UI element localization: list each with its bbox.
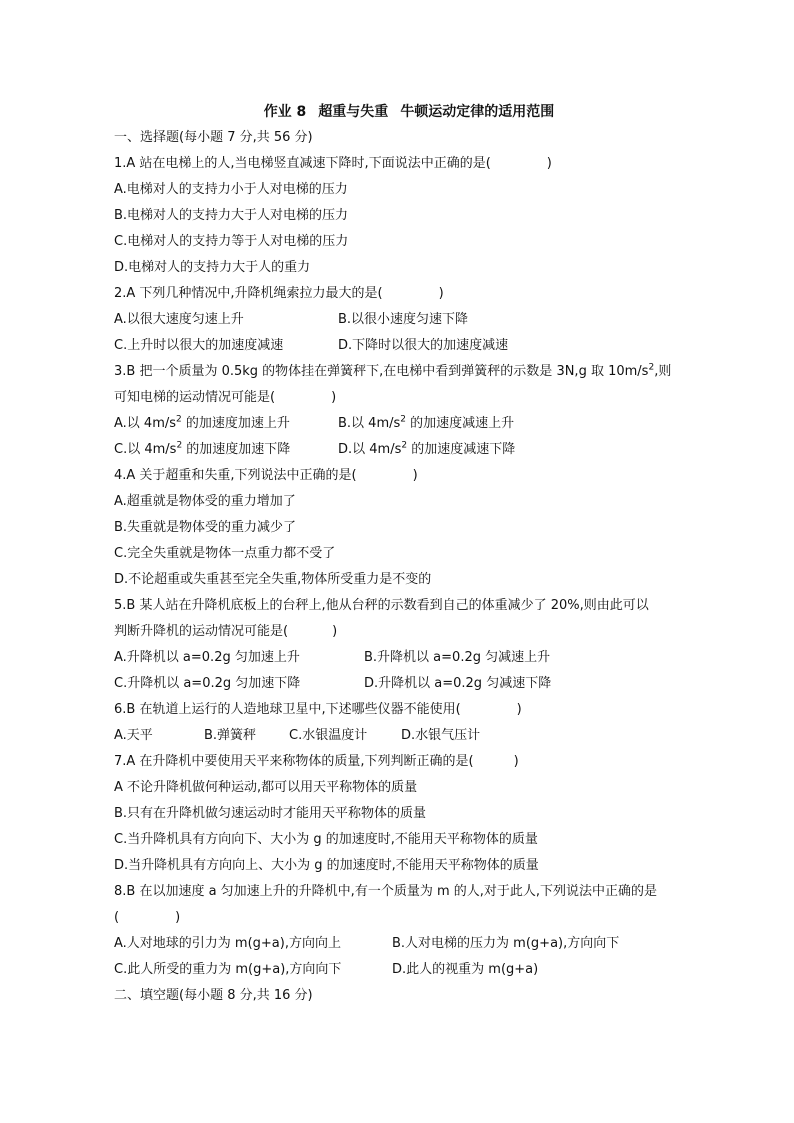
question-5-close: ) bbox=[332, 624, 338, 639]
question-5-options-row2 bbox=[114, 671, 694, 697]
q3b-pre: B.以 4m/s bbox=[338, 416, 401, 431]
question-3-option-d bbox=[338, 437, 515, 463]
question-5-stem-line1: 5.B 某人站在升降机底板上的台秤上,他从台秤的示数看到自己的体重减少了 20%,则由此可以 bbox=[114, 598, 649, 613]
question-5-option-c: C.升降机以 a=0.2g 匀加速下降 bbox=[114, 676, 301, 691]
question-2-options-row1 bbox=[114, 307, 694, 333]
question-3-text: 3.B 把一个质量为 0.5kg 的物体挂在弹簧秤下,在电梯中看到弹簧秤的示数是 3N,g 取 10m/s bbox=[114, 364, 649, 379]
page-title bbox=[114, 99, 694, 125]
question-8-open: ( bbox=[114, 910, 120, 925]
question-4-text: 4.A 关于超重和失重,下列说法中正确的是( bbox=[114, 468, 357, 483]
question-8-answer-bracket bbox=[114, 905, 694, 931]
question-3-close: ) bbox=[331, 390, 337, 405]
question-7-stem bbox=[114, 749, 694, 775]
question-5-options-row1 bbox=[114, 645, 694, 671]
question-2-option-a: A.以很大速度匀速上升 bbox=[114, 312, 244, 327]
question-1-option-c: C.电梯对人的支持力等于人对电梯的压力 bbox=[114, 234, 349, 249]
question-7-option-c: C.当升降机具有方向向下、大小为 g 的加速度时,不能用天平称物体的质量 bbox=[114, 832, 538, 847]
question-7-option-a: A 不论升降机做何种运动,都可以用天平称物体的质量 bbox=[114, 780, 418, 795]
q3b-post: 的加速度减速上升 bbox=[406, 416, 515, 431]
question-3-superscript: 2 bbox=[648, 362, 655, 373]
question-5-option-a: A.升降机以 a=0.2g 匀加速上升 bbox=[114, 650, 300, 665]
question-7-option-b: B.只有在升降机做匀速运动时才能用天平称物体的质量 bbox=[114, 806, 427, 821]
question-3-stem-line2 bbox=[114, 385, 694, 411]
question-6-options bbox=[114, 723, 694, 749]
question-7-text: 7.A 在升降机中要使用天平来称物体的质量,下列判断正确的是( bbox=[114, 754, 474, 769]
question-4-option-d: D.不论超重或失重甚至完全失重,物体所受重力是不变的 bbox=[114, 572, 432, 587]
q3d-post: 的加速度减速下降 bbox=[407, 442, 516, 457]
question-5-option-b: B.升降机以 a=0.2g 匀减速上升 bbox=[364, 650, 551, 665]
question-4-stem bbox=[114, 463, 694, 489]
question-4-option-b: B.失重就是物体受的重力减少了 bbox=[114, 520, 297, 535]
question-2-close: ) bbox=[438, 286, 444, 301]
question-3-options-row2 bbox=[114, 437, 694, 463]
title-homework-number: 作业 8 bbox=[263, 104, 307, 120]
question-8-options-row2 bbox=[114, 957, 694, 983]
question-8-option-b: B.人对电梯的压力为 m(g+a),方向向下 bbox=[392, 936, 620, 951]
question-3-stem-line1 bbox=[114, 359, 694, 385]
question-1-text: 1.A 站在电梯上的人,当电梯竖直减速下降时,下面说法中正确的是( bbox=[114, 156, 491, 171]
section-heading-choice: 一、选择题(每小题 7 分,共 56 分) bbox=[114, 130, 313, 145]
question-6-option-c: C.水银温度计 bbox=[289, 728, 368, 743]
title-topic: 超重与失重 bbox=[318, 104, 389, 120]
q3a-pre: A.以 4m/s bbox=[114, 416, 177, 431]
question-6-close: ) bbox=[516, 702, 522, 717]
question-4-option-c: C.完全失重就是物体一点重力都不受了 bbox=[114, 546, 336, 561]
question-6-option-d: D.水银气压计 bbox=[401, 728, 481, 743]
worksheet-content bbox=[114, 99, 694, 1009]
question-1-option-d: D.电梯对人的支持力大于人的重力 bbox=[114, 260, 311, 275]
section-heading-fill-in: 二、填空题(每小题 8 分,共 16 分) bbox=[114, 988, 313, 1003]
question-5-option-d: D.升降机以 a=0.2g 匀减速下降 bbox=[364, 676, 552, 691]
q3c-sup: 2 bbox=[176, 440, 183, 451]
q3a-post: 的加速度加速上升 bbox=[181, 416, 290, 431]
question-2-option-d: D.下降时以很大的加速度减速 bbox=[338, 338, 509, 353]
question-3-options-row1 bbox=[114, 411, 694, 437]
question-3-text-line2: 可知电梯的运动情况可能是( bbox=[114, 390, 276, 405]
question-1-option-a: A.电梯对人的支持力小于人对电梯的压力 bbox=[114, 182, 348, 197]
q3c-post: 的加速度加速下降 bbox=[182, 442, 291, 457]
question-6-option-a: A.天平 bbox=[114, 728, 153, 743]
question-7-close: ) bbox=[513, 754, 519, 769]
question-8-option-c: C.此人所受的重力为 m(g+a),方向向下 bbox=[114, 962, 342, 977]
question-1-close: ) bbox=[546, 156, 552, 171]
question-3-option-c bbox=[114, 437, 338, 463]
question-6-text: 6.B 在轨道上运行的人造地球卫星中,下述哪些仪器不能使用( bbox=[114, 702, 461, 717]
question-5-stem-line2 bbox=[114, 619, 694, 645]
question-6-stem bbox=[114, 697, 694, 723]
question-4-option-a: A.超重就是物体受的重力增加了 bbox=[114, 494, 296, 509]
question-3-text-end: ,则 bbox=[654, 364, 672, 379]
question-2-option-c: C.上升时以很大的加速度减速 bbox=[114, 338, 284, 353]
q3d-sup: 2 bbox=[401, 440, 408, 451]
title-subtopic: 牛顿运动定律的适用范围 bbox=[400, 104, 555, 120]
question-8-option-d: D.此人的视重为 m(g+a) bbox=[392, 962, 539, 977]
question-3-option-b bbox=[338, 411, 514, 437]
q3a-sup: 2 bbox=[176, 414, 182, 425]
question-4-close: ) bbox=[412, 468, 418, 483]
question-5-text-line2: 判断升降机的运动情况可能是( bbox=[114, 624, 289, 639]
question-8-options-row1 bbox=[114, 931, 694, 957]
q3b-sup: 2 bbox=[400, 414, 407, 425]
question-7-option-d: D.当升降机具有方向向上、大小为 g 的加速度时,不能用天平称物体的质量 bbox=[114, 858, 539, 873]
question-3-option-a bbox=[114, 411, 338, 437]
q3d-pre: D.以 4m/s bbox=[338, 442, 402, 457]
question-2-option-b: B.以很小速度匀速下降 bbox=[338, 312, 469, 327]
question-8-stem: 8.B 在以加速度 a 匀加速上升的升降机中,有一个质量为 m 的人,对于此人,下列说法中正确的是 bbox=[114, 884, 658, 899]
question-8-close: ) bbox=[175, 910, 181, 925]
question-1-option-b: B.电梯对人的支持力大于人对电梯的压力 bbox=[114, 208, 349, 223]
question-2-text: 2.A 下列几种情况中,升降机绳索拉力最大的是( bbox=[114, 286, 383, 301]
question-8-option-a: A.人对地球的引力为 m(g+a),方向向上 bbox=[114, 936, 341, 951]
question-6-option-b: B.弹簧秤 bbox=[204, 728, 257, 743]
question-2-stem bbox=[114, 281, 694, 307]
q3c-pre: C.以 4m/s bbox=[114, 442, 177, 457]
question-1-stem bbox=[114, 151, 694, 177]
question-2-options-row2 bbox=[114, 333, 694, 359]
